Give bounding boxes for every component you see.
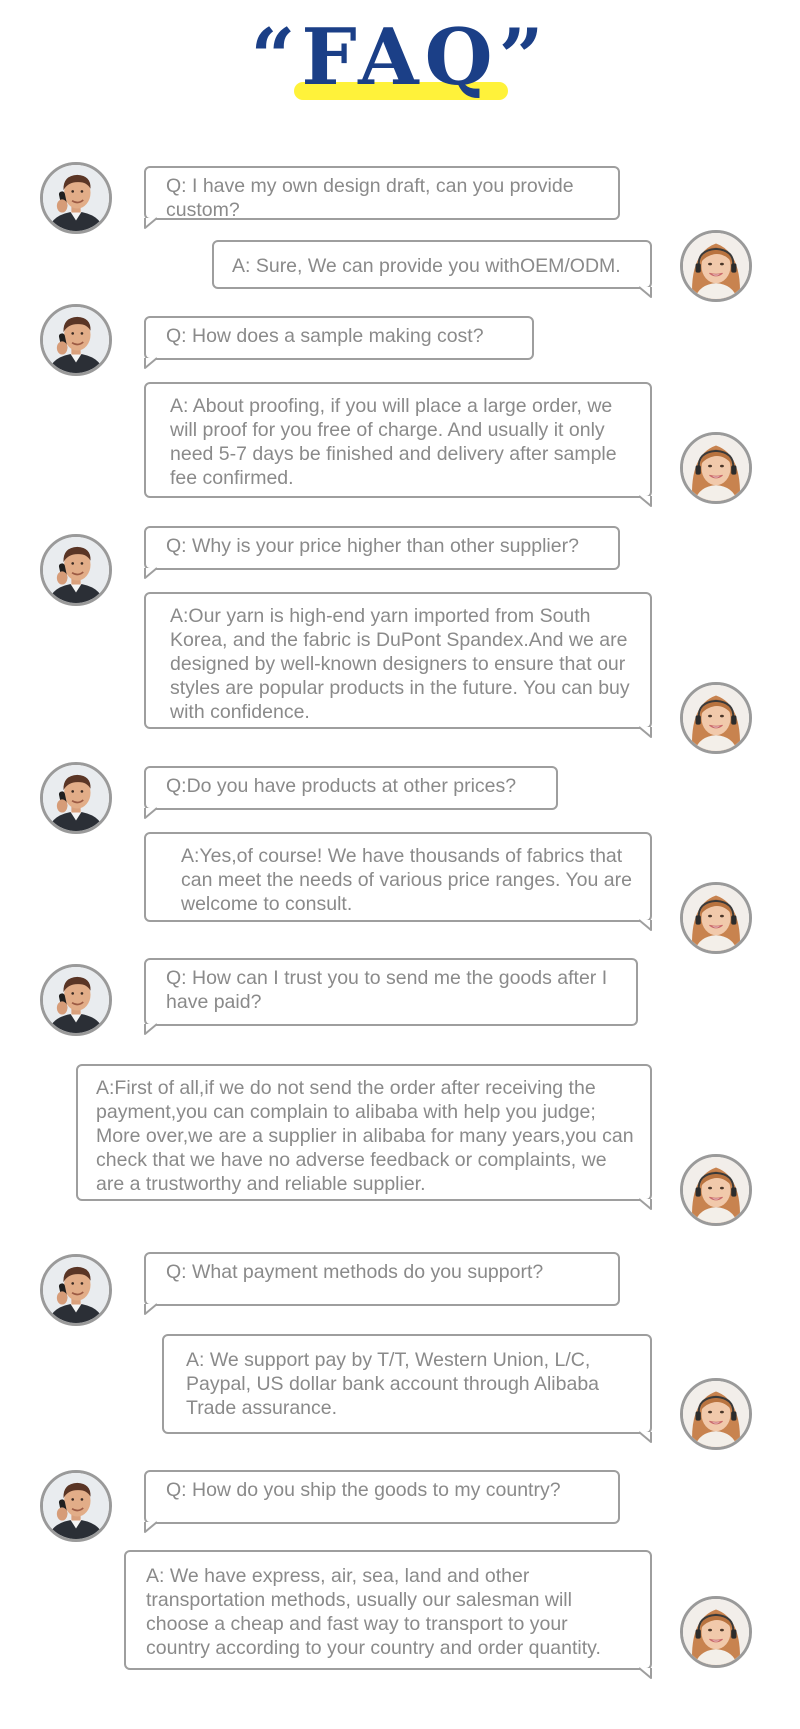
question-bubble bbox=[144, 1252, 620, 1306]
customer-avatar bbox=[40, 304, 112, 376]
answer-bubble-tail bbox=[637, 1668, 653, 1682]
answer-text: A: We have express, air, sea, land and other transportation methods, usually our salesman will choose a cheap and fast way to transport to your country according to your country and order quantity. bbox=[146, 1565, 601, 1659]
question-bubble-tail bbox=[143, 1024, 159, 1038]
agent-avatar bbox=[680, 882, 752, 954]
answer-bubble-tail bbox=[637, 1199, 653, 1213]
question-bubble bbox=[144, 1470, 620, 1524]
question-text: Q: How do you ship the goods to my country? bbox=[166, 1479, 561, 1501]
faq-header bbox=[0, 10, 800, 103]
answer-text: A:First of all,if we do not send the order after receiving the payment,you can complain to alibaba with help you judge; More over,we are a supplier in alibaba for many years,you can check that we have no adverse feedback or complaints, we are a trustworthy and reliable supplier. bbox=[96, 1077, 634, 1195]
customer-avatar bbox=[40, 762, 112, 834]
customer-avatar bbox=[40, 534, 112, 606]
customer-portrait-icon bbox=[43, 165, 109, 231]
customer-avatar bbox=[40, 1254, 112, 1326]
question-bubble-tail bbox=[143, 218, 159, 232]
agent-avatar bbox=[680, 432, 752, 504]
question-bubble-tail bbox=[143, 358, 159, 372]
question-bubble bbox=[144, 958, 638, 1026]
agent-avatar bbox=[680, 1596, 752, 1668]
customer-portrait-icon bbox=[43, 537, 109, 603]
answer-bubble bbox=[162, 1334, 652, 1434]
agent-avatar bbox=[680, 1378, 752, 1450]
question-bubble-tail bbox=[143, 568, 159, 582]
answer-bubble-tail bbox=[637, 1432, 653, 1446]
answer-bubble bbox=[124, 1550, 652, 1670]
question-text: Q: How does a sample making cost? bbox=[166, 325, 484, 347]
agent-avatar bbox=[680, 230, 752, 302]
agent-avatar bbox=[680, 1154, 752, 1226]
answer-bubble bbox=[212, 240, 652, 289]
customer-portrait-icon bbox=[43, 1473, 109, 1539]
question-text: Q: How can I trust you to send me the goods after I have paid? bbox=[166, 967, 608, 1013]
customer-portrait-icon bbox=[43, 307, 109, 373]
customer-portrait-icon bbox=[43, 967, 109, 1033]
question-bubble-tail bbox=[143, 808, 159, 822]
customer-avatar bbox=[40, 1470, 112, 1542]
answer-bubble-tail bbox=[637, 496, 653, 510]
question-bubble bbox=[144, 526, 620, 570]
question-text: Q:Do you have products at other prices? bbox=[166, 775, 517, 797]
answer-bubble bbox=[76, 1064, 652, 1201]
agent-portrait-icon bbox=[683, 233, 749, 299]
answer-bubble bbox=[144, 592, 652, 729]
answer-bubble-tail bbox=[637, 287, 653, 301]
customer-portrait-icon bbox=[43, 765, 109, 831]
answer-bubble-tail bbox=[637, 727, 653, 741]
agent-portrait-icon bbox=[683, 685, 749, 751]
agent-portrait-icon bbox=[683, 435, 749, 501]
question-bubble bbox=[144, 766, 558, 810]
answer-bubble bbox=[144, 832, 652, 922]
agent-portrait-icon bbox=[683, 1157, 749, 1223]
answer-bubble-tail bbox=[637, 920, 653, 934]
answer-text: A: About proofing, if you will place a large order, we will proof for you free of charge. And usually it only need 5-7 days be finished and delivery after sample fee confirmed. bbox=[170, 395, 617, 489]
page-title: “FAQ” bbox=[250, 12, 550, 103]
question-bubble bbox=[144, 166, 620, 220]
answer-text: A: Sure, We can provide you withOEM/ODM. bbox=[232, 255, 621, 277]
agent-portrait-icon bbox=[683, 1381, 749, 1447]
answer-text: A: We support pay by T/T, Western Union, L/C, Paypal, US dollar bank account through Alibaba Trade assurance. bbox=[186, 1349, 600, 1419]
question-text: Q: I have my own design draft, can you provide custom? bbox=[166, 175, 574, 221]
customer-avatar bbox=[40, 162, 112, 234]
question-bubble-tail bbox=[143, 1304, 159, 1318]
agent-portrait-icon bbox=[683, 885, 749, 951]
question-text: Q: What payment methods do you support? bbox=[166, 1261, 544, 1283]
answer-text: A:Yes,of course! We have thousands of fabrics that can meet the needs of various price ranges. You are welcome to consult. bbox=[181, 845, 632, 915]
question-bubble bbox=[144, 316, 534, 360]
customer-portrait-icon bbox=[43, 1257, 109, 1323]
question-text: Q: Why is your price higher than other supplier? bbox=[166, 535, 579, 557]
customer-avatar bbox=[40, 964, 112, 1036]
agent-portrait-icon bbox=[683, 1599, 749, 1665]
answer-text: A:Our yarn is high-end yarn imported from South Korea, and the fabric is DuPont Spandex.And we are designed by well-known designers to ensure that our styles are popular products in the future. You can buy with confidence. bbox=[170, 605, 630, 723]
agent-avatar bbox=[680, 682, 752, 754]
question-bubble-tail bbox=[143, 1522, 159, 1536]
answer-bubble bbox=[144, 382, 652, 498]
